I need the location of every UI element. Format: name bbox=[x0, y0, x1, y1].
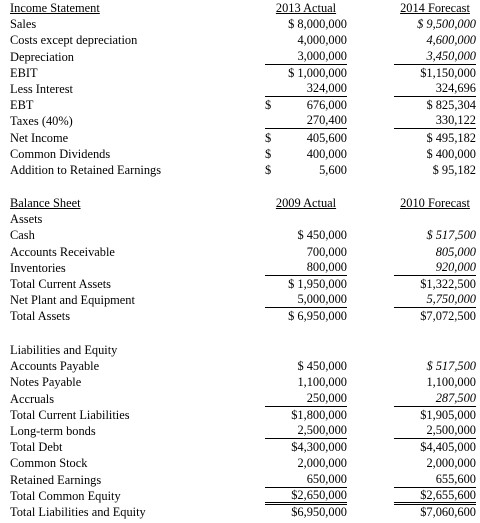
value-2014: 324,696 bbox=[394, 81, 476, 97]
value-2013: 270,400 bbox=[265, 113, 347, 129]
balance-sheet bbox=[10, 195, 478, 325]
row-label: Accruals bbox=[10, 391, 55, 406]
row-label: Depreciation bbox=[10, 49, 74, 64]
row-label: Total Liabilities and Equity bbox=[10, 504, 146, 519]
dollar-sign: $ bbox=[265, 162, 272, 177]
row-label: Inventories bbox=[10, 260, 66, 275]
value-2013: 400,000 bbox=[306, 146, 347, 161]
value-2010: $7,060,600 bbox=[420, 504, 476, 519]
row-label: Cash bbox=[10, 228, 35, 243]
value-2010: 1,100,000 bbox=[426, 375, 476, 390]
value-2014: $1,150,000 bbox=[420, 65, 476, 80]
row-label: Less Interest bbox=[10, 81, 73, 96]
liab-row-payable bbox=[10, 358, 478, 374]
income-row-ebit bbox=[10, 65, 478, 81]
row-label: Common Stock bbox=[10, 456, 88, 471]
value-2009: $ 450,000 bbox=[297, 228, 347, 243]
value-2010: $1,322,500 bbox=[420, 276, 476, 291]
value-2013: $ 1,000,000 bbox=[288, 65, 347, 80]
income-row-dividends bbox=[10, 146, 478, 162]
liabilities-heading: Liabilities and Equity bbox=[10, 343, 118, 357]
liab-row-notes bbox=[10, 374, 478, 390]
value-2010: 2,000,000 bbox=[426, 456, 476, 471]
value-2010: 805,000 bbox=[435, 244, 476, 259]
value-2014: $ 95,182 bbox=[432, 162, 476, 177]
balance-row-cash bbox=[10, 227, 478, 243]
income-row-ebt bbox=[10, 97, 478, 113]
row-label: Sales bbox=[10, 17, 37, 32]
row-label: EBT bbox=[10, 98, 34, 113]
value-2013: 324,000 bbox=[265, 81, 347, 97]
balance-row-total-assets bbox=[10, 308, 478, 324]
value-2010: 655,600 bbox=[394, 472, 476, 488]
income-row-taxes bbox=[10, 113, 478, 129]
balance-sheet-title: Balance Sheet bbox=[10, 196, 81, 210]
row-label: Common Dividends bbox=[10, 146, 111, 161]
balance-row-receivable bbox=[10, 244, 478, 260]
liabilities-heading-row bbox=[10, 342, 478, 358]
balance-col1-header: 2009 Actual bbox=[275, 196, 337, 210]
row-label: EBIT bbox=[10, 65, 38, 80]
value-2009: 5,000,000 bbox=[265, 292, 347, 308]
row-label: Total Assets bbox=[10, 309, 71, 324]
liab-row-bonds bbox=[10, 423, 478, 439]
row-label: Long-term bonds bbox=[10, 423, 96, 438]
value-2009: 1,100,000 bbox=[297, 375, 347, 390]
income-row-costs bbox=[10, 32, 478, 48]
value-2009: $2,650,000 bbox=[265, 488, 347, 505]
row-label: Notes Payable bbox=[10, 375, 82, 390]
value-2014: $ 825,304 bbox=[426, 98, 476, 113]
dollar-sign: $ bbox=[265, 130, 272, 145]
value-2009: 250,000 bbox=[265, 391, 347, 407]
income-col2-header: 2014 Forecast bbox=[400, 1, 470, 15]
value-2010: 2,500,000 bbox=[394, 423, 476, 439]
value-2014: 4,600,000 bbox=[426, 33, 476, 48]
value-2009: $ 6,950,000 bbox=[288, 309, 347, 324]
value-2010: $7,072,500 bbox=[420, 309, 476, 324]
value-2009: $4,300,000 bbox=[291, 440, 347, 455]
row-label: Accounts Receivable bbox=[10, 244, 115, 259]
value-2009: 800,000 bbox=[265, 260, 347, 276]
liab-row-total bbox=[10, 504, 478, 520]
row-label: Taxes (40%) bbox=[10, 114, 73, 129]
value-2009: 2,500,000 bbox=[265, 423, 347, 439]
income-row-retained bbox=[10, 162, 478, 178]
value-2010: 287,500 bbox=[394, 391, 476, 407]
value-2009: 650,000 bbox=[265, 472, 347, 488]
income-row-interest bbox=[10, 81, 478, 97]
liab-row-current bbox=[10, 407, 478, 423]
row-label: Total Debt bbox=[10, 440, 63, 455]
row-label: Total Current Liabilities bbox=[10, 407, 130, 422]
assets-heading: Assets bbox=[10, 212, 43, 227]
liab-row-total-debt bbox=[10, 439, 478, 455]
value-2009: 700,000 bbox=[306, 244, 347, 259]
value-2013: 676,000 bbox=[306, 98, 347, 113]
row-label: Total Common Equity bbox=[10, 488, 121, 503]
balance-row-current-assets bbox=[10, 276, 478, 292]
dollar-sign: $ bbox=[265, 98, 272, 113]
balance-row-inventories bbox=[10, 260, 478, 276]
value-2013: 4,000,000 bbox=[297, 33, 347, 48]
value-2014: $ 9,500,000 bbox=[417, 17, 476, 32]
value-2013: 3,000,000 bbox=[265, 49, 347, 65]
value-2009: $ 450,000 bbox=[297, 359, 347, 374]
value-2013: $ 8,000,000 bbox=[288, 17, 347, 32]
row-label: Net Income bbox=[10, 130, 69, 145]
value-2014: 3,450,000 bbox=[394, 49, 476, 65]
liab-row-retained bbox=[10, 472, 478, 488]
income-row-sales bbox=[10, 16, 478, 32]
value-2013: 405,600 bbox=[306, 130, 347, 145]
income-col1-header: 2013 Actual bbox=[275, 1, 337, 15]
balance-row-plant bbox=[10, 292, 478, 308]
assets-heading-row bbox=[10, 211, 478, 227]
income-statement-title: Income Statement bbox=[10, 1, 100, 15]
value-2010: $1,905,000 bbox=[420, 407, 476, 422]
value-2014: $ 400,000 bbox=[426, 146, 476, 161]
liab-row-accruals bbox=[10, 391, 478, 407]
value-2014: 330,122 bbox=[394, 113, 476, 129]
row-label: Costs except depreciation bbox=[10, 33, 138, 48]
value-2009: $ 1,950,000 bbox=[288, 276, 347, 291]
row-label: Addition to Retained Earnings bbox=[10, 162, 162, 177]
income-statement bbox=[10, 0, 478, 178]
row-label: Retained Earnings bbox=[10, 472, 102, 487]
value-2010: $2,655,600 bbox=[394, 488, 476, 505]
row-label: Total Current Assets bbox=[10, 276, 111, 291]
value-2010: $ 517,500 bbox=[426, 359, 476, 374]
value-2009: 2,000,000 bbox=[297, 456, 347, 471]
row-label: Accounts Payable bbox=[10, 359, 100, 374]
value-2010: $ 517,500 bbox=[426, 228, 476, 243]
income-row-net-income bbox=[10, 130, 478, 146]
liab-row-common-stock bbox=[10, 455, 478, 471]
balance-header-row bbox=[10, 195, 478, 211]
income-header-row bbox=[10, 0, 478, 16]
liab-row-common-equity bbox=[10, 488, 478, 504]
value-2009: $6,950,000 bbox=[291, 504, 347, 519]
balance-col2-header: 2010 Forecast bbox=[400, 196, 470, 210]
value-2014: $ 495,182 bbox=[426, 130, 476, 145]
row-label: Net Plant and Equipment bbox=[10, 293, 135, 308]
value-2010: 920,000 bbox=[394, 260, 476, 276]
value-2010: $4,405,000 bbox=[420, 440, 476, 455]
dollar-sign: $ bbox=[265, 146, 272, 161]
value-2013: 5,600 bbox=[319, 162, 347, 177]
value-2009: $1,800,000 bbox=[291, 407, 347, 422]
income-row-depreciation bbox=[10, 49, 478, 65]
liabilities-equity bbox=[10, 342, 478, 520]
value-2010: 5,750,000 bbox=[394, 292, 476, 308]
